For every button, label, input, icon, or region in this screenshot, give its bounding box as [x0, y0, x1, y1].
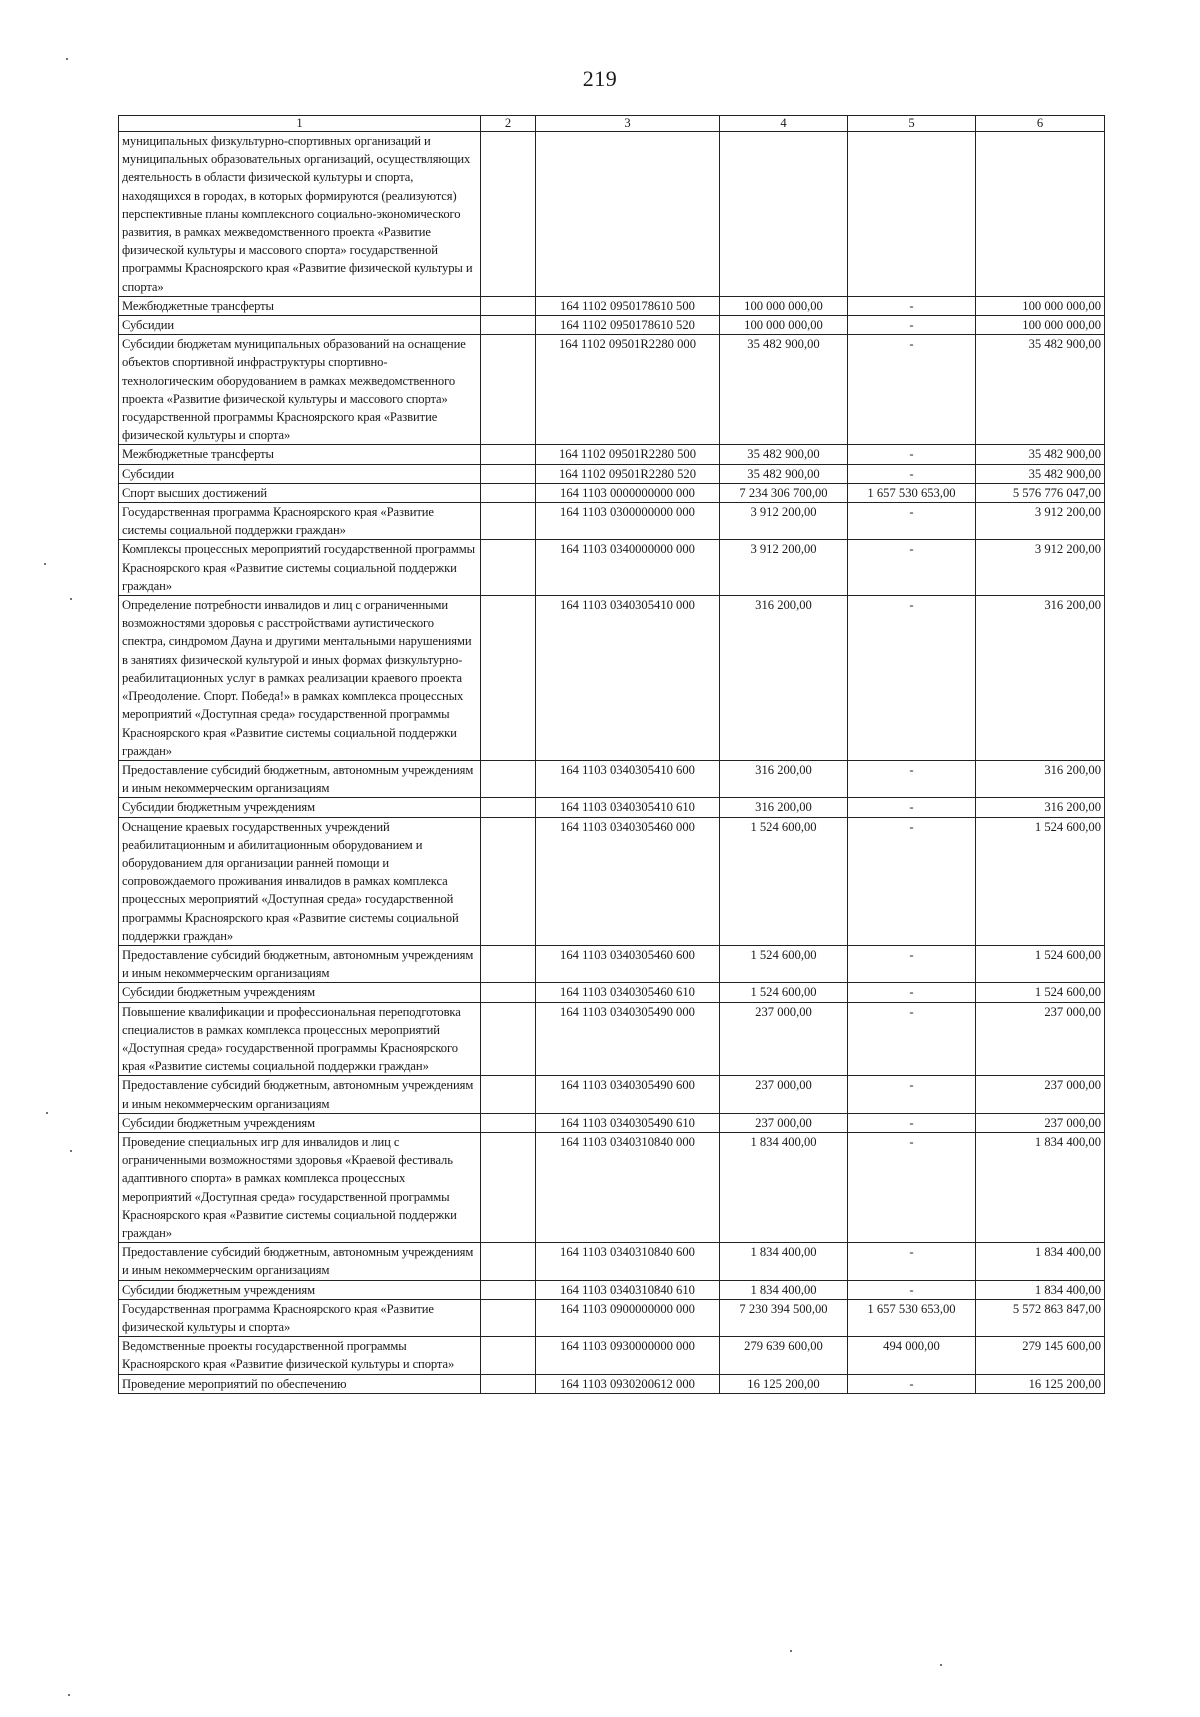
- row-amount-total-cell: 35 482 900,00: [976, 335, 1105, 445]
- row-amount-total-cell: 3 912 200,00: [976, 540, 1105, 596]
- row-name-cell: Проведение мероприятий по обеспечению: [119, 1374, 481, 1393]
- table-row: [119, 296, 1105, 315]
- row-col2-cell: [481, 464, 536, 483]
- scan-speck: [70, 1150, 72, 1152]
- row-col2-cell: [481, 335, 536, 445]
- table-row: [119, 464, 1105, 483]
- row-amount-cell: 1 524 600,00: [720, 945, 848, 982]
- row-name-cell: Субсидии бюджетным учреждениям: [119, 1280, 481, 1299]
- table-row: [119, 1113, 1105, 1132]
- column-header: 3: [536, 116, 720, 132]
- row-amount-total-cell: 5 572 863 847,00: [976, 1299, 1105, 1336]
- row-col2-cell: [481, 1243, 536, 1280]
- row-amount-change-cell: 1 657 530 653,00: [848, 1299, 976, 1336]
- row-amount-change-cell: -: [848, 335, 976, 445]
- row-amount-change-cell: -: [848, 464, 976, 483]
- row-name-cell: Спорт высших достижений: [119, 483, 481, 502]
- row-amount-change-cell: [848, 132, 976, 297]
- row-amount-cell: 16 125 200,00: [720, 1374, 848, 1393]
- row-amount-change-cell: -: [848, 798, 976, 817]
- row-amount-change-cell: -: [848, 1113, 976, 1132]
- row-amount-total-cell: 3 912 200,00: [976, 503, 1105, 540]
- table-row: [119, 1002, 1105, 1076]
- row-code-cell: 164 1103 0000000000 000: [536, 483, 720, 502]
- row-amount-change-cell: -: [848, 945, 976, 982]
- table-row: [119, 983, 1105, 1002]
- row-code-cell: 164 1103 0340305460 610: [536, 983, 720, 1002]
- row-amount-cell: 7 234 306 700,00: [720, 483, 848, 502]
- table-row: [119, 817, 1105, 945]
- row-name-cell: Предоставление субсидий бюджетным, автономным учреждениям и иным некоммерческим организациям: [119, 1243, 481, 1280]
- row-col2-cell: [481, 316, 536, 335]
- row-col2-cell: [481, 540, 536, 596]
- row-col2-cell: [481, 1299, 536, 1336]
- row-amount-total-cell: 5 576 776 047,00: [976, 483, 1105, 502]
- row-col2-cell: [481, 445, 536, 464]
- row-amount-change-cell: -: [848, 983, 976, 1002]
- row-code-cell: 164 1103 0900000000 000: [536, 1299, 720, 1336]
- row-code-cell: 164 1102 09501R2280 520: [536, 464, 720, 483]
- row-col2-cell: [481, 760, 536, 797]
- row-amount-total-cell: 316 200,00: [976, 596, 1105, 761]
- row-amount-cell: 35 482 900,00: [720, 335, 848, 445]
- row-code-cell: 164 1103 0930200612 000: [536, 1374, 720, 1393]
- row-col2-cell: [481, 503, 536, 540]
- row-code-cell: 164 1103 0340305410 610: [536, 798, 720, 817]
- table-row: [119, 335, 1105, 445]
- table-row: [119, 540, 1105, 596]
- row-amount-cell: 100 000 000,00: [720, 296, 848, 315]
- row-amount-change-cell: -: [848, 760, 976, 797]
- table-row: [119, 945, 1105, 982]
- row-amount-cell: 316 200,00: [720, 798, 848, 817]
- row-amount-total-cell: 1 834 400,00: [976, 1243, 1105, 1280]
- table-row: [119, 596, 1105, 761]
- row-name-cell: Предоставление субсидий бюджетным, автономным учреждениям и иным некоммерческим организациям: [119, 760, 481, 797]
- row-col2-cell: [481, 1337, 536, 1374]
- row-amount-cell: 1 834 400,00: [720, 1132, 848, 1242]
- table-row: [119, 1076, 1105, 1113]
- table-row: [119, 1374, 1105, 1393]
- row-code-cell: 164 1103 0340305410 600: [536, 760, 720, 797]
- row-name-cell: Проведение специальных игр для инвалидов и лиц с ограниченными возможностями здоровья «Краевой фестиваль адаптивного спорта» в рамках комплекса процессных мероприятий «Доступная среда» государственной программы Красноярского края «Развитие системы социальной поддержки граждан»: [119, 1132, 481, 1242]
- row-amount-cell: 237 000,00: [720, 1113, 848, 1132]
- row-code-cell: 164 1103 0340305460 000: [536, 817, 720, 945]
- row-code-cell: 164 1103 0340305490 610: [536, 1113, 720, 1132]
- row-amount-cell: 1 524 600,00: [720, 817, 848, 945]
- row-name-cell: муниципальных физкультурно-спортивных организаций и муниципальных образовательных организаций, осуществляющих деятельность в области физической культуры и спорта, находящихся в городах, в которых формируются (реализуются) перспективные планы комплексного социально-экономического развития, в рамках межведомственного проекта «Развитие физической культуры и массового спорта» государственной программы Красноярского края «Развитие физической культуры и спорта»: [119, 132, 481, 297]
- row-col2-cell: [481, 1002, 536, 1076]
- scan-speck: [940, 1664, 942, 1666]
- row-amount-total-cell: 1 834 400,00: [976, 1132, 1105, 1242]
- row-col2-cell: [481, 817, 536, 945]
- row-code-cell: 164 1103 0340310840 000: [536, 1132, 720, 1242]
- row-amount-cell: 237 000,00: [720, 1002, 848, 1076]
- row-amount-cell: 7 230 394 500,00: [720, 1299, 848, 1336]
- row-name-cell: Оснащение краевых государственных учреждений реабилитационным и абилитационным оборудованием и оборудованием для организации ранней помощи и сопровождаемого проживания инвалидов в рамках комплекса процессных мероприятий «Доступная среда» государственной программы Красноярского края «Развитие системы социальной поддержки граждан»: [119, 817, 481, 945]
- row-amount-change-cell: -: [848, 1076, 976, 1113]
- table-header-row: [119, 116, 1105, 132]
- column-header: 5: [848, 116, 976, 132]
- row-amount-change-cell: -: [848, 1374, 976, 1393]
- column-header: 1: [119, 116, 481, 132]
- row-name-cell: Государственная программа Красноярского края «Развитие физической культуры и спорта»: [119, 1299, 481, 1336]
- row-code-cell: 164 1103 0340305410 000: [536, 596, 720, 761]
- row-amount-change-cell: -: [848, 316, 976, 335]
- row-amount-total-cell: 35 482 900,00: [976, 445, 1105, 464]
- row-code-cell: 164 1103 0340310840 600: [536, 1243, 720, 1280]
- scan-speck: [68, 1694, 70, 1696]
- row-code-cell: 164 1102 0950178610 520: [536, 316, 720, 335]
- row-name-cell: Предоставление субсидий бюджетным, автономным учреждениям и иным некоммерческим организациям: [119, 945, 481, 982]
- table-row: [119, 503, 1105, 540]
- scan-speck: [44, 563, 46, 565]
- row-amount-cell: 35 482 900,00: [720, 464, 848, 483]
- row-col2-cell: [481, 1113, 536, 1132]
- row-name-cell: Субсидии: [119, 464, 481, 483]
- row-col2-cell: [481, 1132, 536, 1242]
- row-col2-cell: [481, 1374, 536, 1393]
- table-row: [119, 132, 1105, 297]
- row-name-cell: Определение потребности инвалидов и лиц с ограниченными возможностями здоровья с расстройствами аутистического спектра, синдромом Дауна и другими ментальными нарушениями в занятиях физической культурой и иных формах физкультурно-реабилитационных услуг в рамках реализации краевого проекта «Преодоление. Спорт. Победа!» в рамках комплекса процессных мероприятий «Доступная среда» государственной программы Красноярского края «Развитие системы социальной поддержки граждан»: [119, 596, 481, 761]
- row-name-cell: Межбюджетные трансферты: [119, 296, 481, 315]
- row-col2-cell: [481, 296, 536, 315]
- table-row: [119, 1299, 1105, 1336]
- row-col2-cell: [481, 483, 536, 502]
- row-name-cell: Межбюджетные трансферты: [119, 445, 481, 464]
- table-row: [119, 445, 1105, 464]
- row-amount-total-cell: 237 000,00: [976, 1076, 1105, 1113]
- row-amount-change-cell: -: [848, 503, 976, 540]
- page-number: 219: [582, 66, 618, 91]
- row-name-cell: Повышение квалификации и профессиональная переподготовка специалистов в рамках комплекса процессных мероприятий «Доступная среда» государственной программы Красноярского края «Развитие системы социальной поддержки граждан»: [119, 1002, 481, 1076]
- row-amount-change-cell: 494 000,00: [848, 1337, 976, 1374]
- row-amount-total-cell: 1 524 600,00: [976, 817, 1105, 945]
- row-amount-total-cell: 1 834 400,00: [976, 1280, 1105, 1299]
- row-code-cell: 164 1103 0300000000 000: [536, 503, 720, 540]
- table-row: [119, 1280, 1105, 1299]
- row-amount-cell: 35 482 900,00: [720, 445, 848, 464]
- row-code-cell: 164 1103 0340305490 000: [536, 1002, 720, 1076]
- row-name-cell: Субсидии бюджетным учреждениям: [119, 983, 481, 1002]
- table-row: [119, 1337, 1105, 1374]
- row-amount-change-cell: -: [848, 1280, 976, 1299]
- row-amount-total-cell: 237 000,00: [976, 1002, 1105, 1076]
- row-name-cell: Субсидии бюджетным учреждениям: [119, 798, 481, 817]
- row-col2-cell: [481, 1280, 536, 1299]
- row-amount-cell: 1 834 400,00: [720, 1280, 848, 1299]
- row-amount-cell: 1 524 600,00: [720, 983, 848, 1002]
- row-amount-cell: [720, 132, 848, 297]
- row-amount-change-cell: -: [848, 1132, 976, 1242]
- row-amount-total-cell: 35 482 900,00: [976, 464, 1105, 483]
- budget-table: [118, 115, 1105, 1394]
- table-row: [119, 316, 1105, 335]
- row-col2-cell: [481, 596, 536, 761]
- scan-speck: [70, 598, 72, 600]
- table-row: [119, 760, 1105, 797]
- row-code-cell: 164 1102 09501R2280 500: [536, 445, 720, 464]
- table-row: [119, 1243, 1105, 1280]
- row-amount-change-cell: -: [848, 1243, 976, 1280]
- row-col2-cell: [481, 798, 536, 817]
- row-code-cell: 164 1103 0930000000 000: [536, 1337, 720, 1374]
- row-amount-cell: 100 000 000,00: [720, 316, 848, 335]
- row-code-cell: 164 1102 0950178610 500: [536, 296, 720, 315]
- row-amount-total-cell: 16 125 200,00: [976, 1374, 1105, 1393]
- row-amount-change-cell: 1 657 530 653,00: [848, 483, 976, 502]
- row-amount-cell: 3 912 200,00: [720, 540, 848, 596]
- row-col2-cell: [481, 1076, 536, 1113]
- row-name-cell: Государственная программа Красноярского края «Развитие системы социальной поддержки граждан»: [119, 503, 481, 540]
- row-amount-total-cell: [976, 132, 1105, 297]
- row-amount-cell: 316 200,00: [720, 596, 848, 761]
- row-col2-cell: [481, 983, 536, 1002]
- row-code-cell: 164 1103 0340000000 000: [536, 540, 720, 596]
- row-name-cell: Субсидии бюджетным учреждениям: [119, 1113, 481, 1132]
- row-name-cell: Предоставление субсидий бюджетным, автономным учреждениям и иным некоммерческим организациям: [119, 1076, 481, 1113]
- row-name-cell: Ведомственные проекты государственной программы Красноярского края «Развитие физической культуры и спорта»: [119, 1337, 481, 1374]
- row-amount-cell: 3 912 200,00: [720, 503, 848, 540]
- column-header: 6: [976, 116, 1105, 132]
- table-row: [119, 1132, 1105, 1242]
- row-amount-cell: 316 200,00: [720, 760, 848, 797]
- row-amount-total-cell: 316 200,00: [976, 760, 1105, 797]
- row-col2-cell: [481, 945, 536, 982]
- table-row: [119, 483, 1105, 502]
- row-amount-change-cell: -: [848, 296, 976, 315]
- row-amount-change-cell: -: [848, 445, 976, 464]
- row-amount-total-cell: 1 524 600,00: [976, 945, 1105, 982]
- scan-speck: [46, 1112, 48, 1114]
- row-name-cell: Субсидии: [119, 316, 481, 335]
- row-amount-change-cell: -: [848, 540, 976, 596]
- row-code-cell: [536, 132, 720, 297]
- table-row: [119, 798, 1105, 817]
- row-name-cell: Комплексы процессных мероприятий государственной программы Красноярского края «Развитие системы социальной поддержки граждан»: [119, 540, 481, 596]
- row-amount-total-cell: 237 000,00: [976, 1113, 1105, 1132]
- row-amount-cell: 279 639 600,00: [720, 1337, 848, 1374]
- row-amount-cell: 237 000,00: [720, 1076, 848, 1113]
- row-col2-cell: [481, 132, 536, 297]
- row-amount-total-cell: 100 000 000,00: [976, 296, 1105, 315]
- row-name-cell: Субсидии бюджетам муниципальных образований на оснащение объектов спортивной инфраструктуры спортивно-технологическим оборудованием в рамках межведомственного проекта «Развитие физической культуры и массового спорта» государственной программы Красноярского края «Развитие физической культуры и спорта»: [119, 335, 481, 445]
- row-amount-change-cell: -: [848, 1002, 976, 1076]
- row-code-cell: 164 1103 0340305490 600: [536, 1076, 720, 1113]
- row-amount-total-cell: 316 200,00: [976, 798, 1105, 817]
- row-amount-total-cell: 1 524 600,00: [976, 983, 1105, 1002]
- row-amount-total-cell: 279 145 600,00: [976, 1337, 1105, 1374]
- row-code-cell: 164 1103 0340305460 600: [536, 945, 720, 982]
- row-amount-change-cell: -: [848, 596, 976, 761]
- scan-speck: [790, 1650, 792, 1652]
- column-header: 4: [720, 116, 848, 132]
- row-amount-change-cell: -: [848, 817, 976, 945]
- row-code-cell: 164 1102 09501R2280 000: [536, 335, 720, 445]
- scan-speck: [66, 58, 68, 60]
- row-amount-total-cell: 100 000 000,00: [976, 316, 1105, 335]
- row-code-cell: 164 1103 0340310840 610: [536, 1280, 720, 1299]
- column-header: 2: [481, 116, 536, 132]
- row-amount-cell: 1 834 400,00: [720, 1243, 848, 1280]
